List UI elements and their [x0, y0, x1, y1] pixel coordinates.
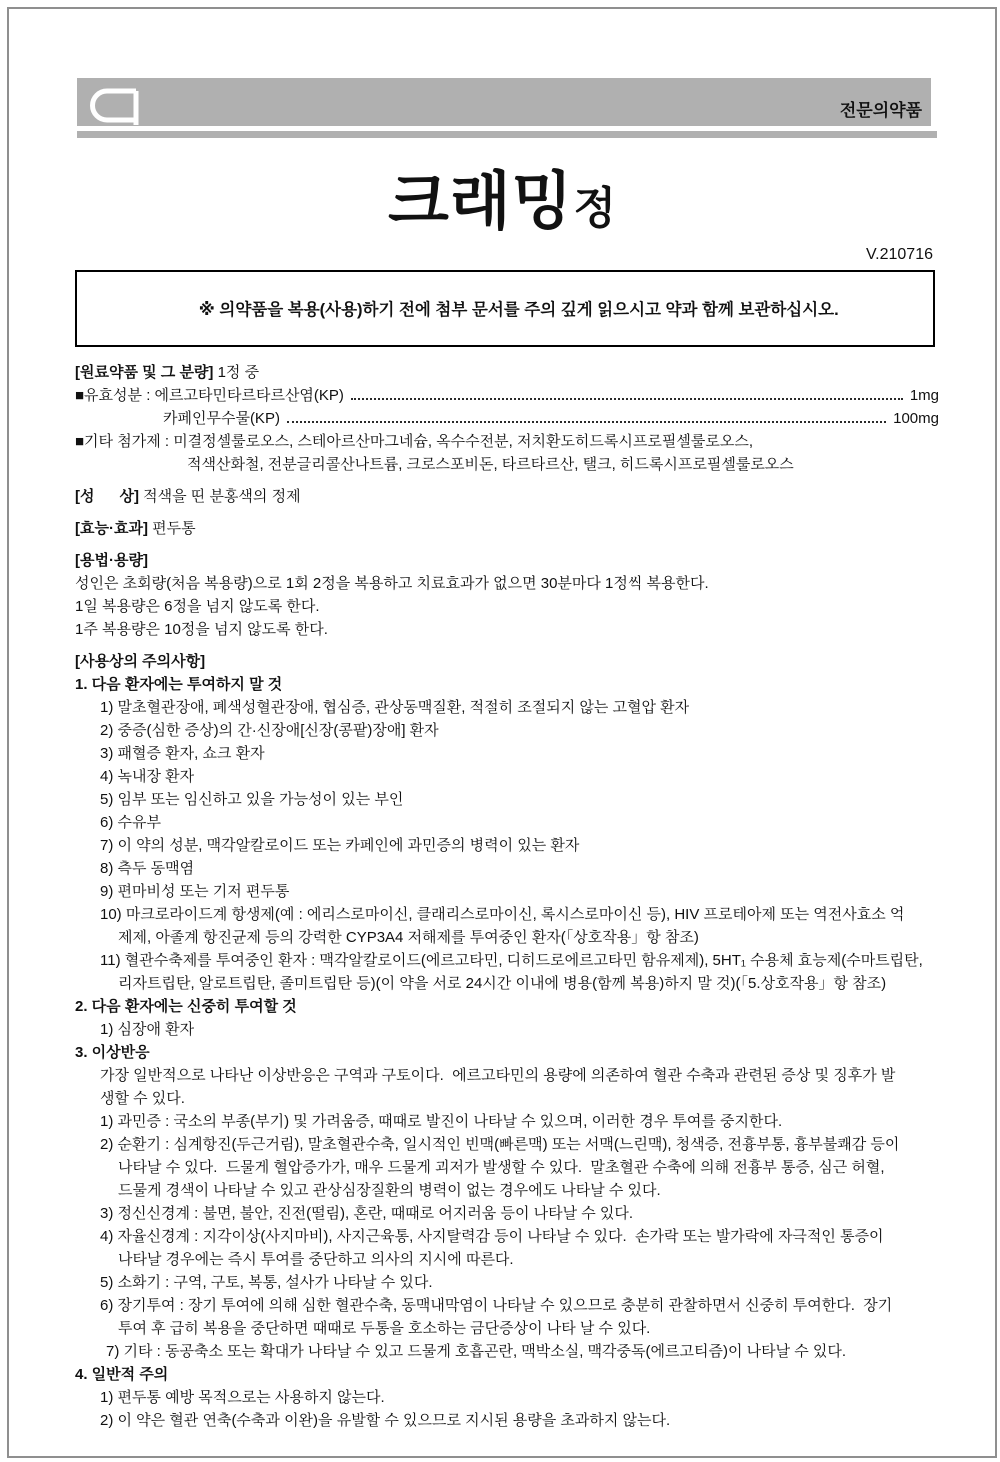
section-ingredients-heading: [원료약품 및 그 분량] 1정 중 [75, 364, 260, 381]
precautions-4-title: 4. 일반적 주의 [75, 1366, 169, 1383]
list-item-continuation: 투여 후 급히 복용을 중단하면 때때로 두통을 호소하는 금단증상이 나타 날 수 있다. [118, 1320, 651, 1337]
leader-dots [351, 398, 903, 400]
active-amount: 1mg [909, 387, 939, 404]
list-item: 2) 중증(심한 증상)의 간·신장애[신장(콩팥)장애] 환자 [100, 722, 439, 739]
list-item: 7) 기타 : 동공축소 또는 확대가 나타날 수 있고 드물게 호흡곤란, 맥박소실, 맥각중독(에르고티즘)이 나타날 수 있다. [106, 1343, 847, 1360]
precautions-3-title: 3. 이상반응 [75, 1044, 150, 1061]
precautions-2-title: 2. 다음 환자에는 신중히 투여할 것 [75, 998, 297, 1015]
page-border [7, 7, 997, 1458]
ingredient-row [75, 407, 939, 430]
list-item: 6) 수유부 [100, 814, 161, 831]
list-item: 3) 패혈증 환자, 쇼크 환자 [100, 745, 265, 762]
list-item: 4) 자율신경계 : 지각이상(사지마비), 사지근육통, 사지탈력감 등이 나타날 수 있다. 손가락 또는 발가락에 자극적인 통증이 [100, 1228, 884, 1245]
section-precautions-heading: [사용상의 주의사항] [75, 653, 206, 670]
ingredient-row [75, 384, 939, 407]
section-indications: [효능·효과] 편두통 [75, 520, 196, 537]
list-item: 1) 심장애 환자 [100, 1021, 195, 1038]
paragraph-line: 생할 수 있다. [100, 1090, 185, 1107]
classification-label: 전문의약품 [839, 101, 922, 120]
list-item: 1) 과민증 : 국소의 부종(부기) 및 가려움증, 때때로 발진이 나타날 수 있으며, 이러한 경우 투여를 중지한다. [100, 1113, 783, 1130]
list-item: 2) 순환기 : 심계항진(두근거림), 말초혈관수축, 일시적인 빈맥(빠른맥) 또는 서맥(느린맥), 청색증, 전흉부통, 흉부불쾌감 등이 [100, 1136, 900, 1153]
list-item: 6) 장기투여 : 장기 투여에 의해 심한 혈관수축, 동맥내막염이 나타날 수 있으므로 충분히 관찰하면서 신중히 투여한다. 장기 [100, 1297, 893, 1314]
list-item-continuation: 드물게 경색이 나타날 수 있고 관상심장질환의 병력이 없는 경우에도 나타날 수 있다. [118, 1182, 661, 1199]
header-underline [77, 131, 937, 138]
additives-line: 적색산화철, 전분글리콜산나트륨, 크로스포비돈, 타르타르산, 탤크, 히드록시프로필셀룰로오스 [187, 456, 794, 473]
active-name: 에르고타민타르타르산염(KP) [154, 387, 344, 404]
section-dosage-heading: [용법·용량] [75, 552, 148, 569]
precautions-1-title: 1. 다음 환자에는 투여하지 말 것 [75, 676, 283, 693]
additives-line: ■기타 첨가제 : 미결정셀룰로오스, 스테아르산마그네슘, 옥수수전분, 저치환도히드록시프로필셀룰로오스, [75, 433, 753, 450]
dosage-line: 1일 복용량은 6정을 넘지 않도록 한다. [75, 598, 320, 615]
list-item: 5) 임부 또는 임신하고 있을 가능성이 있는 부인 [100, 791, 404, 808]
list-item: 1) 말초혈관장애, 폐색성혈관장애, 협심증, 관상동맥질환, 적절히 조절되지 않는 고혈압 환자 [100, 699, 690, 716]
notice-box [75, 270, 935, 347]
drug-title [9, 162, 995, 246]
document-body [75, 361, 939, 1432]
list-item: 3) 정신신경계 : 불면, 불안, 진전(떨림), 혼란, 때때로 어지러움 등이 나타날 수 있다. [100, 1205, 634, 1222]
list-item: 1) 편두통 예방 목적으로는 사용하지 않는다. [100, 1389, 385, 1406]
active-name: 카페인무수물(KP) [163, 410, 280, 427]
leader-dots [287, 421, 886, 423]
list-item-continuation: 리자트립탄, 알로트립탄, 졸미트립탄 등)(이 약을 서로 24시간 이내에 병용(함께 복용)하지 말 것)(「5.상호작용」항 참조) [118, 975, 887, 992]
list-item: 5) 소화기 : 구역, 구토, 복통, 설사가 나타날 수 있다. [100, 1274, 433, 1291]
dosage-line: 1주 복용량은 10정을 넘지 않도록 한다. [75, 621, 328, 638]
drug-title-main: 크래밍 [387, 167, 574, 237]
active-label: ■유효성분 : [75, 387, 155, 404]
list-item: 2) 이 약은 혈관 연축(수축과 이완)을 유발할 수 있으므로 지시된 용량을 초과하지 않는다. [100, 1412, 671, 1429]
list-item-continuation: 나타날 경우에는 즉시 투여를 중단하고 의사의 지시에 따른다. [118, 1251, 514, 1268]
paragraph-line: 가장 일반적으로 나타난 이상반응은 구역과 구토이다. 에르고타민의 용량에 의존하여 혈관 수축과 관련된 증상 및 징후가 발 [100, 1067, 896, 1084]
list-item: 10) 마크로라이드계 항생제(예 : 에리스로마이신, 클래리스로마이신, 록시스로마이신 등), HIV 프로테아제 또는 역전사효소 억 [100, 906, 905, 923]
brand-logo-icon [87, 87, 149, 132]
list-item: 8) 측두 동맥염 [100, 860, 195, 877]
version-text: V.210716 [865, 246, 933, 263]
list-item-continuation: 나타날 수 있다. 드물게 혈압증가가, 매우 드물게 괴저가 발생할 수 있다. 말초혈관 수축에 의해 전흉부 통증, 심근 허혈, [118, 1159, 885, 1176]
active-amount: 100mg [893, 410, 939, 427]
section-appearance: [성 상] 적색을 띤 분홍색의 정제 [75, 488, 301, 505]
dosage-line: 성인은 초회량(처음 복용량)으로 1회 2정을 복용하고 치료효과가 없으면 30분마다 1정씩 복용한다. [75, 575, 709, 592]
notice-text: ※ 의약품을 복용(사용)하기 전에 첨부 문서를 주의 깊게 읽으시고 약과 함께 보관하십시오. [198, 301, 839, 319]
list-item: 7) 이 약의 성분, 맥각알칼로이드 또는 카페인에 과민증의 병력이 있는 환자 [100, 837, 580, 854]
list-item: 11) 혈관수축제를 투여중인 환자 : 맥각알칼로이드(에르고타민, 디히드로에르고타민 함유제제), 5HT₁ 수용체 효능제(수마트립탄, [100, 952, 923, 969]
header-bar [77, 78, 931, 126]
list-item-continuation: 제제, 아졸계 항진균제 등의 강력한 CYP3A4 저해제를 투여중인 환자(「상호작용」항 참조) [118, 929, 699, 946]
list-item: 9) 편마비성 또는 기저 편두통 [100, 883, 290, 900]
list-item: 4) 녹내장 환자 [100, 768, 195, 785]
drug-title-suffix: 정 [573, 184, 617, 233]
